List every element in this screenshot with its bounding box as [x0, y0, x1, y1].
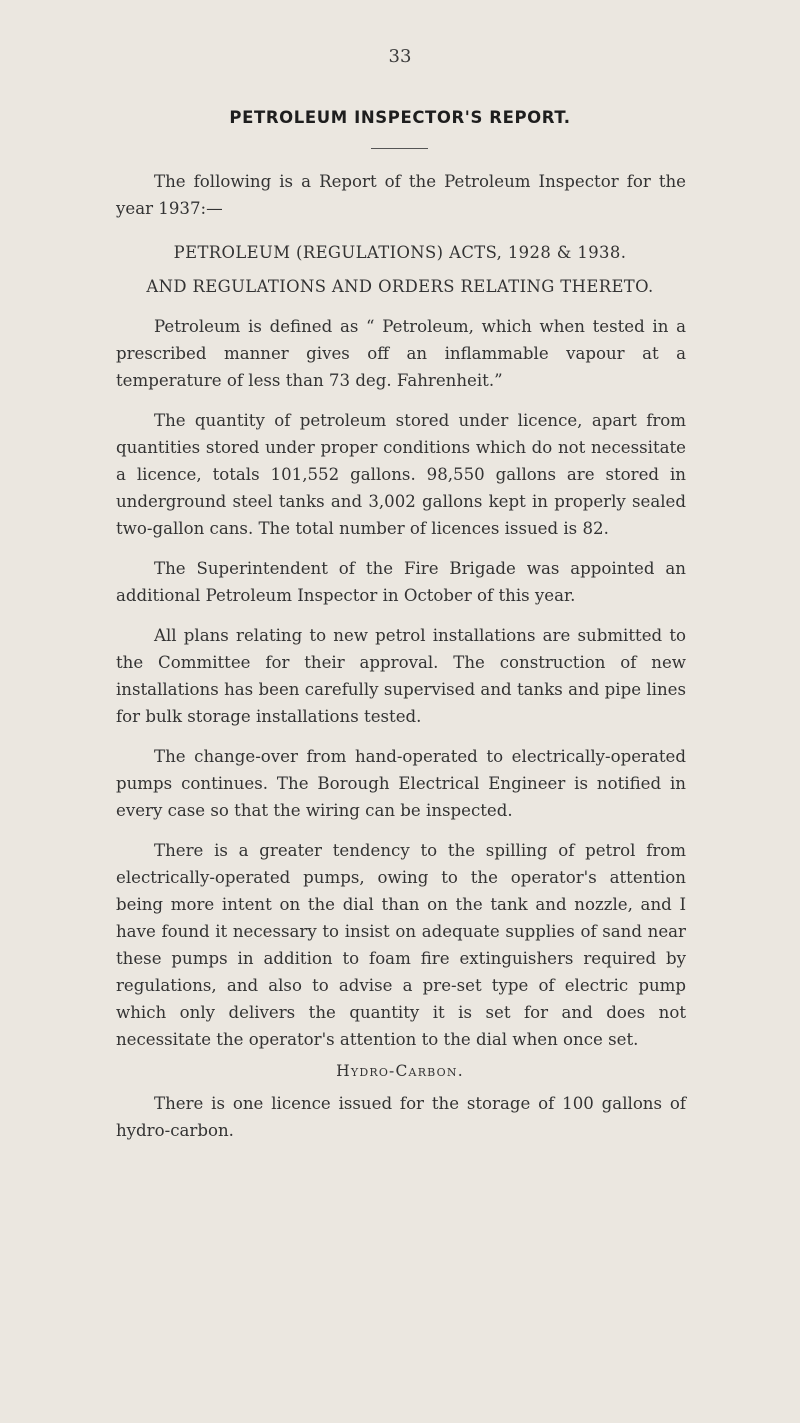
paragraph-superintendent: The Superintendent of the Fire Brigade was appointed an additional Petroleum Inspector in October of this year. [116, 559, 686, 605]
page-number: 33 [388, 46, 412, 67]
closing-section [116, 1090, 686, 1157]
intro-paragraph: The following is a Report of the Petroleum Inspector for the year 1937:— [116, 172, 686, 218]
section-heading-hydro-carbon: Hydro-Carbon. [336, 1062, 464, 1080]
acts-heading-line-2: AND REGULATIONS AND ORDERS RELATING THERETO. [146, 277, 654, 296]
intro-section [116, 168, 686, 235]
paragraph-change-over: The change-over from hand-operated to electrically-operated pumps continues. The Borough Electrical Engineer is notified in every case so that the wiring can be inspected. [116, 747, 686, 820]
paragraph-spilling: There is a greater tendency to the spilling of petrol from electrically-operated pumps, owing to the operator's attention being more intent on the dial than on the tank and nozzle, and I have found it necessary to insist on adequate supplies of sand near these pumps in addition to foam fire extinguishers required by regulations, and also to advise a pre-set type of electric pump which only delivers the quantity it is set for and does not necessitate the operator's attention to the dial when once set. [116, 841, 686, 1049]
paragraph-quantity: The quantity of petroleum stored under licence, apart from quantities stored under proper conditions which do not necessitate a licence, totals 101,552 gallons. 98,550 gallons are stored in underground steel tanks and 3,002 gallons kept in properly sealed two-gallon cans. The total number of licences issued is 82. [116, 411, 686, 538]
acts-heading [96, 236, 704, 304]
paragraph-definition: Petroleum is defined as “ Petroleum, which when tested in a prescribed manner gives off an inflammable vapour at a temperature of less than 73 deg. Fahrenheit.” [116, 317, 686, 390]
title-divider [371, 148, 428, 149]
paragraph-hydro-carbon: There is one licence issued for the storage of 100 gallons of hydro-carbon. [116, 1094, 686, 1140]
acts-heading-line-1: PETROLEUM (REGULATIONS) ACTS, 1928 & 1938. [173, 243, 627, 262]
paragraph-plans: All plans relating to new petrol installations are submitted to the Committee for their approval. The construction of new installations has been carefully supervised and tanks and pipe lines for bulk storage installations tested. [116, 626, 686, 726]
report-title: PETROLEUM INSPECTOR'S REPORT. [229, 108, 571, 127]
main-body [116, 313, 686, 1066]
